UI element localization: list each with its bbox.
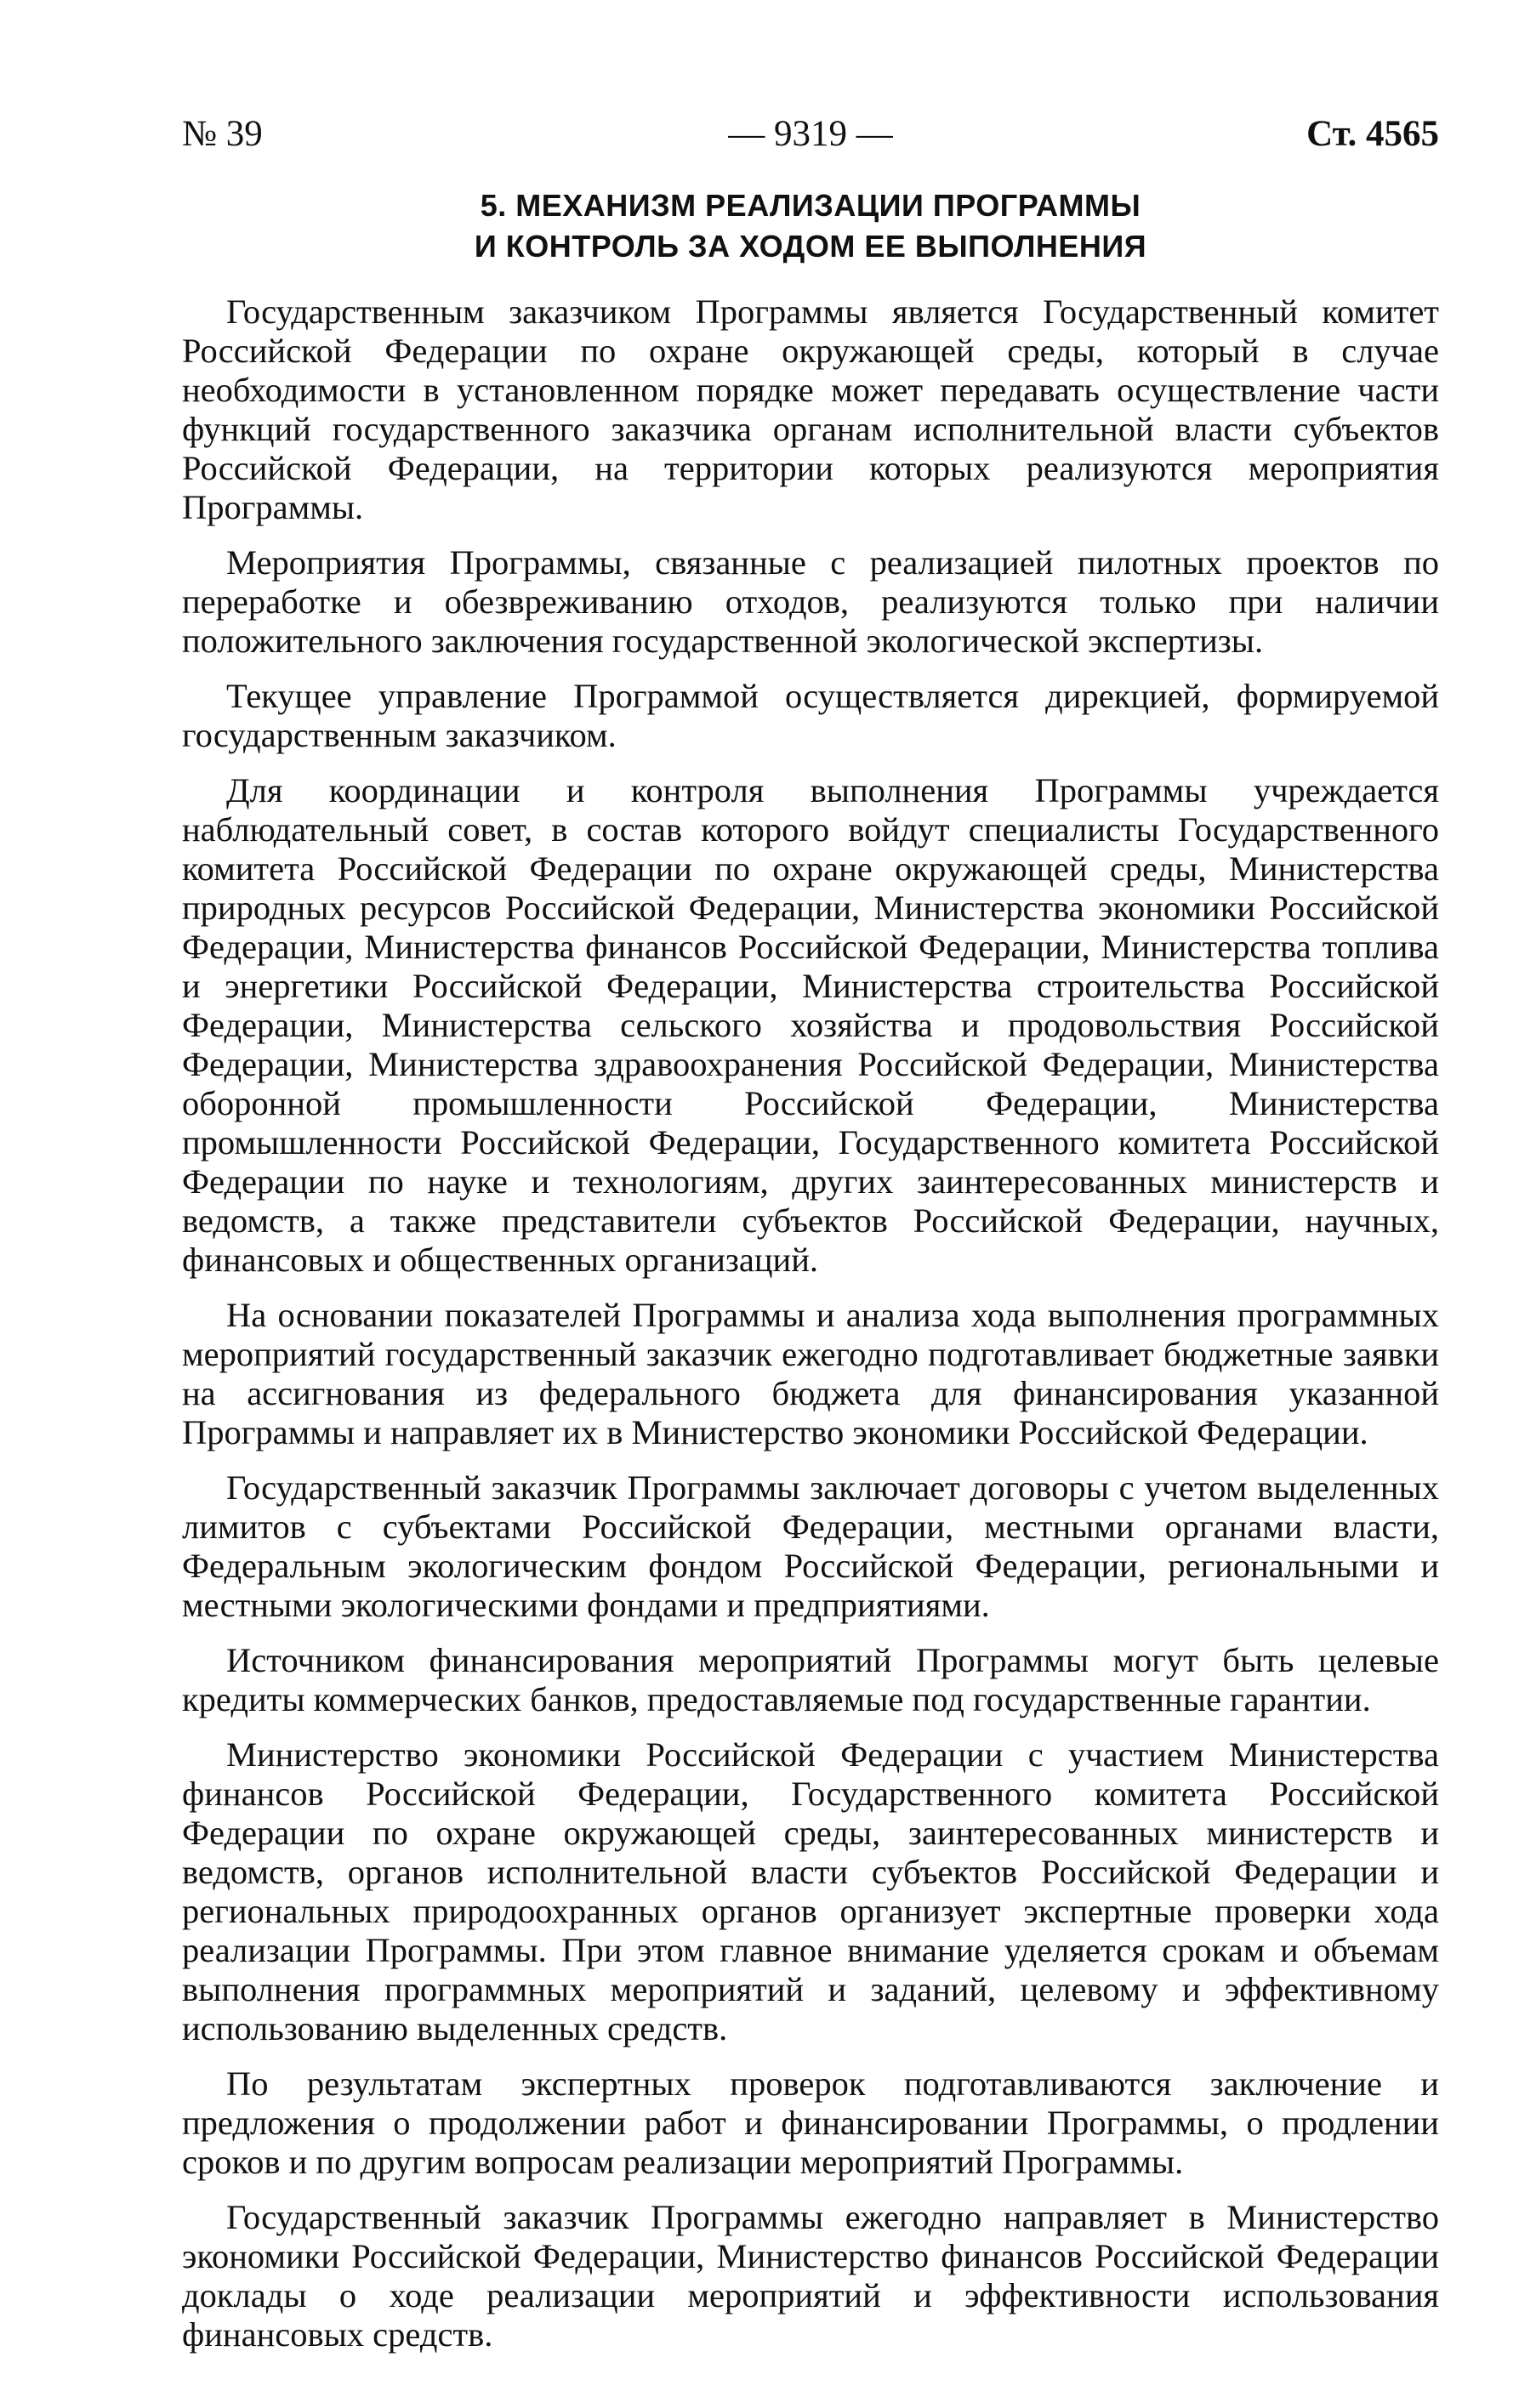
paragraph: На основании показателей Программы и анализа хода выполнения программных мероприятий государственный заказчик ежегодно подготавливает бюджетные заявки на ассигнования из федерального бюджета для финансирования указанной Программы и направляет их в Министерство экономики Российской Федерации.	[182, 1296, 1439, 1451]
paragraph: Государственный заказчик Программы ежегодно направляет в Министерство экономики Российской Федерации, Министерство финансов Российской Федерации доклады о ходе реализации мероприятий и эффективности использования финансовых средств.	[182, 2198, 1439, 2354]
page-header	[182, 109, 1439, 160]
body-text	[182, 292, 1439, 2371]
paragraph: Источником финансирования мероприятий Программы могут быть целевые кредиты коммерческих банков, предоставляемые под государственные гарантии.	[182, 1641, 1439, 1718]
paragraph: Государственным заказчиком Программы является Государственный комитет Российской Федерации по охране окружающей среды, который в случае необходимости в установленном порядке может передавать осуществление части функций государственного заказчика органам исполнительной власти субъектов Российской Федерации, на территории которых реализуются мероприятия Программы.	[182, 292, 1439, 526]
paragraph: По результатам экспертных проверок подготавливаются заключение и предложения о продолжении работ и финансировании Программы, о продлении сроков и по другим вопросам реализации мероприятий Программы.	[182, 2064, 1439, 2181]
paragraph: Мероприятия Программы, связанные с реализацией пилотных проектов по переработке и обезвреживанию отходов, реализуются только при наличии положительного заключения государственной экологической экспертизы.	[182, 543, 1439, 660]
section-heading	[182, 185, 1439, 267]
paragraph: Для координации и контроля выполнения Программы учреждается наблюдательный совет, в состав которого войдут специалисты Государственного комитета Российской Федерации по охране окружающей среды, Министерства природных ресурсов Российской Федерации, Министерства экономики Российской Федерации, Министерства финансов Российской Федерации, Министерства топлива и энергетики Российской Федерации, Министерства строительства Российской Федерации, Министерства сельского хозяйства и продовольствия Российской Федерации, Министерства здравоохранения Российской Федерации, Министерства оборонной промышленности Российской Федерации, Министерства промышленности Российской Федерации, Государственного комитета Российской Федерации по науке и технологиям, других заинтересованных министерств и ведомств, а также представители субъектов Российской Федерации, научных, финансовых и общественных организаций.	[182, 771, 1439, 1279]
article-number: Ст. 4565	[1306, 114, 1439, 154]
paragraph: Текущее управление Программой осуществляется дирекцией, формируемой государственным заказчиком.	[182, 677, 1439, 754]
issue-number: № 39	[182, 114, 263, 154]
paragraph: Государственный заказчик Программы заключает договоры с учетом выделенных лимитов с субъектами Российской Федерации, местными органами власти, Федеральным экологическим фондом Российской Федерации, региональными и местными экологическими фондами и предприятиями.	[182, 1468, 1439, 1624]
page-number: — 9319 —	[728, 114, 893, 154]
section-heading-line-1: 5. МЕХАНИЗМ РЕАЛИЗАЦИИ ПРОГРАММЫ	[480, 188, 1141, 223]
paragraph: Министерство экономики Российской Федерации с участием Министерства финансов Российской Федерации, Государственного комитета Российской Федерации по охране окружающей среды, заинтересованных министерств и ведомств, органов исполнительной власти субъектов Российской Федерации и региональных природоохранных органов организует экспертные проверки хода реализации Программы. При этом главное внимание уделяется срокам и объемам выполнения программных мероприятий и заданий, целевому и эффективному использованию выделенных средств.	[182, 1735, 1439, 2047]
section-heading-line-2: И КОНТРОЛЬ ЗА ХОДОМ ЕЕ ВЫПОЛНЕНИЯ	[474, 229, 1147, 264]
